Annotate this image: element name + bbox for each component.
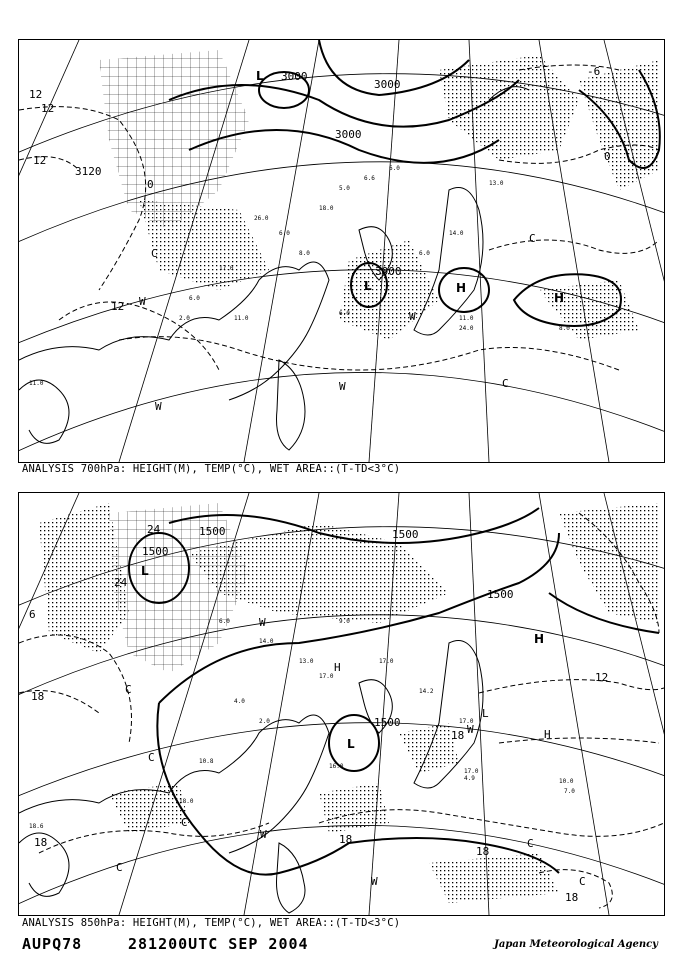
map-panel-850hpa <box>18 492 665 916</box>
center-symbol: H <box>456 281 467 295</box>
svg-text:2.0: 2.0 <box>179 315 190 322</box>
temp-label: 24 <box>147 523 161 536</box>
svg-text:6.0: 6.0 <box>219 618 230 625</box>
height-label: 1500 <box>392 528 419 541</box>
svg-text:4.0: 4.0 <box>234 698 245 705</box>
temp-label: 12 <box>111 300 125 313</box>
svg-text:17.0: 17.0 <box>464 768 479 775</box>
temp-label: 18 <box>31 690 45 703</box>
height-label: 3120 <box>75 165 102 178</box>
center-symbol: L <box>482 707 489 720</box>
center-symbol: C <box>151 247 158 260</box>
height-label: 3000 <box>375 265 402 278</box>
height-label: 1500 <box>142 545 169 558</box>
svg-text:4.9: 4.9 <box>464 775 475 782</box>
coastline <box>19 87 529 450</box>
center-symbol: W <box>467 723 474 736</box>
height-label: 3000 <box>374 78 401 91</box>
svg-text:14.2: 14.2 <box>419 688 434 695</box>
temp-label: 18 <box>34 836 48 849</box>
map-700hpa-svg <box>19 40 664 462</box>
svg-text:17.0: 17.0 <box>319 673 334 680</box>
svg-text:18.0: 18.0 <box>319 205 334 212</box>
svg-text:2.0: 2.0 <box>259 718 270 725</box>
svg-text:6.0: 6.0 <box>189 295 200 302</box>
wet-areas <box>99 50 659 340</box>
height-label: 3000 <box>281 70 308 83</box>
temp-label: 12 <box>33 154 47 167</box>
center-symbol: W <box>371 875 378 888</box>
height-label: 1500 <box>374 716 401 729</box>
svg-text:14.0: 14.0 <box>449 230 464 237</box>
center-symbol: C <box>148 751 155 764</box>
center-symbol: H <box>534 632 545 646</box>
svg-text:6.6: 6.6 <box>364 175 375 182</box>
center-symbol: C <box>527 837 534 850</box>
svg-text:16.0: 16.0 <box>329 763 344 770</box>
center-symbol: W <box>339 380 346 393</box>
svg-text:11.0: 11.0 <box>29 380 44 387</box>
svg-text:11.0: 11.0 <box>234 315 249 322</box>
height-label: 1500 <box>199 525 226 538</box>
svg-text:9.0: 9.0 <box>339 618 350 625</box>
center-symbol: C <box>502 377 509 390</box>
svg-text:18.0: 18.0 <box>179 798 194 805</box>
center-symbol: W <box>260 828 267 841</box>
valid-time: 281200UTC SEP 2004 <box>128 935 309 953</box>
center-symbol: L <box>364 279 372 293</box>
center-symbol: H <box>544 728 551 741</box>
svg-text:18.6: 18.6 <box>29 823 44 830</box>
height-label: 3000 <box>335 128 362 141</box>
map-850hpa-svg <box>19 493 664 915</box>
temp-label: 12 <box>29 88 43 101</box>
center-symbol: C <box>125 683 132 696</box>
temp-label: 18 <box>451 729 465 742</box>
svg-text:10.8: 10.8 <box>199 758 214 765</box>
temp-label: 24 <box>114 576 128 589</box>
center-symbol: C <box>181 816 188 829</box>
center-symbol: W <box>139 295 146 308</box>
svg-text:24.0: 24.0 <box>459 325 474 332</box>
svg-text:5.0: 5.0 <box>339 185 350 192</box>
svg-text:6.0: 6.0 <box>279 230 290 237</box>
svg-text:13.0: 13.0 <box>299 658 314 665</box>
caption-700hpa: ANALYSIS 700hPa: HEIGHT(M), TEMP(°C), WET AREA::(T-TD<3°C) <box>22 463 401 475</box>
svg-text:10.0: 10.0 <box>559 778 574 785</box>
temp-label: 18 <box>565 891 579 904</box>
svg-text:8.0: 8.0 <box>559 325 570 332</box>
height-label: 1500 <box>487 588 514 601</box>
center-symbol: W <box>155 400 162 413</box>
svg-text:8.0: 8.0 <box>299 250 310 257</box>
temp-label: 18 <box>339 833 353 846</box>
center-symbol: H <box>334 661 341 674</box>
center-symbol: C <box>579 875 586 888</box>
temp-label: 0 <box>147 178 154 191</box>
svg-text:26.0: 26.0 <box>254 215 269 222</box>
product-id: AUPQ78 <box>22 935 83 953</box>
center-symbol: C <box>116 861 123 874</box>
center-symbol: W <box>409 310 416 323</box>
map-panel-700hpa <box>18 39 665 463</box>
center-symbol: L <box>141 564 149 578</box>
svg-text:14.0: 14.0 <box>259 638 274 645</box>
center-symbol: C <box>529 232 536 245</box>
center-symbol: H <box>554 291 565 305</box>
svg-text:6.0: 6.0 <box>419 250 430 257</box>
center-symbol: L <box>256 69 264 83</box>
center-symbol: W <box>259 616 266 629</box>
svg-text:17.0: 17.0 <box>219 265 234 272</box>
station-plots <box>29 618 575 830</box>
svg-text:17.0: 17.0 <box>459 718 474 725</box>
svg-text:11.0: 11.0 <box>459 315 474 322</box>
svg-text:6.0: 6.0 <box>389 165 400 172</box>
temp-label: 12 <box>41 102 55 115</box>
temp-label: 6 <box>29 608 36 621</box>
station-plots <box>29 165 570 387</box>
svg-text:7.0: 7.0 <box>564 788 575 795</box>
temp-label: 18 <box>476 845 490 858</box>
svg-text:13.0: 13.0 <box>489 180 504 187</box>
temp-label: 0 <box>604 150 611 163</box>
caption-850hpa: ANALYSIS 850hPa: HEIGHT(M), TEMP(°C), WET AREA::(T-TD<3°C) <box>22 917 401 929</box>
temp-label: -6 <box>587 65 601 78</box>
svg-text:6.0: 6.0 <box>339 310 350 317</box>
agency-name: Japan Meteorological Agency <box>494 939 658 950</box>
temp-label: 12 <box>595 671 609 684</box>
center-symbol: L <box>347 737 355 751</box>
svg-text:17.0: 17.0 <box>379 658 394 665</box>
